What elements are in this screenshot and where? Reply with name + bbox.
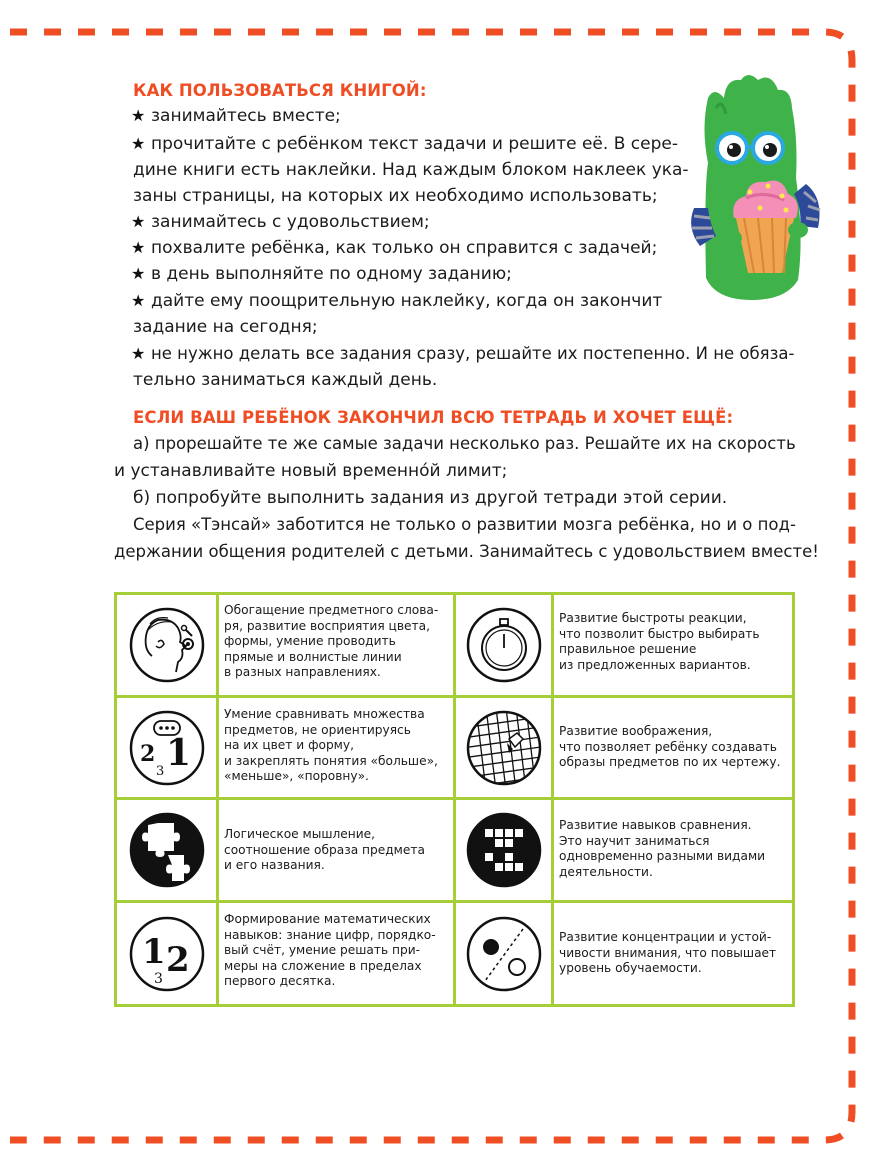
series-line-2: держании общения родителей с детьми. Занимайтесь с удовольствием вместе!	[114, 542, 819, 561]
star-icon: ★	[131, 264, 146, 283]
how-to-line-6: ★ похвалите ребёнка, как только он справится с задачей;	[131, 238, 658, 258]
skill-cell-icon-6	[456, 800, 551, 900]
blocks-icon	[465, 811, 543, 889]
skill-cell-text-3: Умение сравнивать множества предметов, не ориентируясь на их цвет и форму, и закреплять понятия «больше», «меньше», «поровну».	[224, 707, 438, 783]
star-icon: ★	[131, 212, 146, 231]
how-to-line-8: ★ дайте ему поощрительную наклейку, когда он закончит	[131, 291, 663, 311]
numbers-123-icon	[128, 915, 206, 993]
puzzle-icon	[128, 811, 206, 889]
skill-cell-text-5: Логическое мышление, соотношение образа предмета и его названия.	[224, 827, 425, 872]
skill-cell-icon-8	[456, 903, 551, 1004]
svg-text:2: 2	[139, 740, 155, 767]
skill-cell-icon-5	[117, 800, 216, 900]
star-icon: ★	[131, 344, 146, 363]
how-to-line-5: ★ занимайтесь с удовольствием;	[131, 212, 430, 232]
svg-text:3: 3	[155, 763, 164, 779]
star-icon: ★	[131, 238, 146, 257]
how-to-line-10: ★ не нужно делать все задания сразу, решайте их постепенно. И не обяза-	[131, 344, 795, 363]
how-to-heading: КАК ПОЛЬЗОВАТЬСЯ КНИГОЙ:	[133, 81, 427, 100]
skill-cell-text-4: Развитие воображения, что позволяет ребёнку создавать образы предметов по их чертежу.	[559, 724, 781, 769]
skill-cell-icon-3	[117, 698, 216, 797]
svg-text:1: 1	[165, 731, 191, 774]
focus-dots-icon	[465, 915, 543, 993]
skill-cell-text-7: Формирование математических навыков: знание цифр, порядко- вый счёт, умение решать при- меры на сложение в пределах первого десятка.	[224, 912, 436, 988]
if-finished-line-1: а) прорешайте те же самые задачи несколько раз. Решайте их на скорость	[133, 434, 796, 453]
if-finished-line-3: б) попробуйте выполнить задания из другой тетради этой серии.	[133, 488, 728, 508]
series-line-1: Серия «Тэнсай» заботится не только о развитии мозга ребёнка, но и о под-	[133, 515, 796, 534]
skills-table	[114, 592, 795, 1007]
if-finished-line-2: и устанавливайте новый временно́й лимит;	[114, 461, 508, 481]
skill-cell-icon-4	[456, 698, 551, 797]
if-finished-heading: ЕСЛИ ВАШ РЕБЁНОК ЗАКОНЧИЛ ВСЮ ТЕТРАДЬ И ХОЧЕТ ЕЩЁ:	[133, 408, 734, 427]
star-icon: ★	[131, 291, 146, 310]
skill-cell-text-2: Развитие быстроты реакции, что позволит быстро выбирать правильное решение из предложенных вариантов.	[559, 611, 760, 672]
how-to-line-3: дине книги есть наклейки. Над каждым блоком наклеек ука-	[133, 160, 689, 180]
svg-text:3: 3	[153, 970, 163, 987]
dots-numbers-icon	[128, 709, 206, 787]
svg-text:1: 1	[141, 931, 166, 972]
grid-sphere-icon	[465, 709, 543, 787]
face-eye-icon	[128, 606, 206, 684]
how-to-line-11: тельно заниматься каждый день.	[133, 370, 438, 390]
how-to-line-1: ★ занимайтесь вместе;	[131, 106, 341, 126]
star-icon: ★	[131, 134, 146, 153]
skill-cell-icon-2	[456, 595, 551, 695]
how-to-line-7: ★ в день выполняйте по одному заданию;	[131, 264, 512, 284]
stopwatch-icon	[465, 606, 543, 684]
skill-cell-text-6: Развитие навыков сравнения. Это научит заниматься одновременно разными видами деятельности.	[559, 818, 766, 879]
skill-cell-text-8: Развитие концентрации и устой- чивости внимания, что повышает уровень обучаемости.	[559, 930, 777, 975]
star-icon: ★	[131, 106, 146, 125]
green-monster-mascot-icon	[686, 68, 826, 308]
skill-cell-text-1: Обогащение предметного слова- ря, развитие восприятия цвета, формы, умение проводить прямые и волнистые линии в разных направлениях.	[224, 603, 439, 679]
skill-cell-icon-1	[117, 595, 216, 695]
how-to-line-2: ★ прочитайте с ребёнком текст задачи и решите её. В сере-	[131, 134, 678, 154]
how-to-line-9: задание на сегодня;	[133, 317, 318, 337]
skill-cell-icon-7	[117, 903, 216, 1004]
svg-text:2: 2	[165, 939, 190, 980]
how-to-line-4: заны страницы, на которых их необходимо использовать;	[133, 186, 658, 206]
